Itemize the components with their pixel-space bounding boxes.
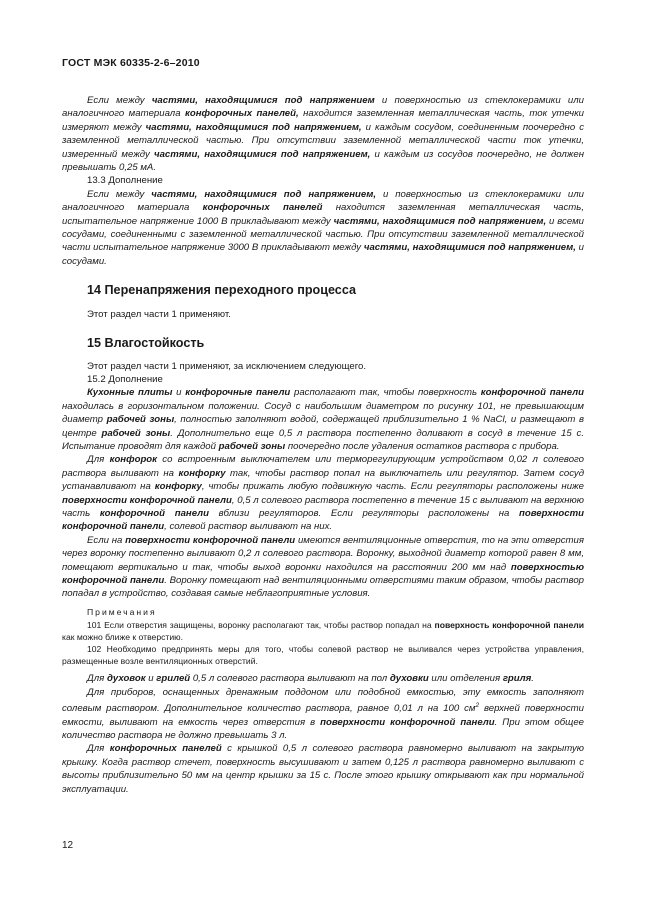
note-101: 101 Если отверстия защищены, воронку располагают так, чтобы раствор попадал на поверхность конфорочной панели как можно ближе к отверстию. <box>62 620 585 643</box>
para-lids: Для конфорочных панелей с крышкой 0,5 л солевого раствора равномерно выливают на закрытую крышку. Когда раствор стечет, поверхность высушивают и затем 0,125 л раствора равномерно выливают с высоты приблизительно 50 мм на центр крышки за 15 с. После этого крышку открывают как при нормальной эксплуатации. <box>62 743 585 795</box>
page-header: ГОСТ МЭК 60335-2-6–2010 <box>62 57 200 69</box>
section-14-title: 14 Перенапряжения переходного процесса <box>87 283 356 298</box>
notes-label: Примечания <box>87 606 157 617</box>
para-ovens: Для духовок и грилей 0,5 л солевого раствора выливают на пол духовки или отделения гриля. <box>87 673 534 685</box>
section-15-title: 15 Влагостойкость <box>87 336 205 351</box>
para-cookers: Кухонные плиты и конфорочные панели располагают так, чтобы поверхность конфорочной панели находилась в горизонтальном положении. Сосуд с наибольшим диаметром по рисунку 101, не превышающим диаметр рабочей зоны, полностью заполняют водой, содержащей приблизительно 1 % NaCl, и размещают в центре рабочей зоны. Дополнительно еще 0,5 л раствора постепенно доливают в сосуд в течение 15 с. Испытание проводят для каждой рабочей зоны поочередно после удаления остатков раствора с прибора. <box>62 387 584 452</box>
para-13-3: Если между частями, находящимися под напряжением, и поверхностью из стеклокерамики или аналогичного материала конфорочных панелей находится заземленная металлическая часть, испытательное напряжение 1000 В прикладывают между частями, находящимися под напряжением, и всеми сосудами, соединенными с заземленной металлической частью. При отсутствии заземленной металлической части испытательное напряжение 3000 В прикладывают между частями, находящимися под напряжением, и сосудами. <box>62 188 585 267</box>
para-drip-tray: Для приборов, оснащенных дренажным поддоном или подобной емкостью, эту емкость заполняют солевым раствором. Дополнительное количество раствора, равное 0,01 л на 100 $см^2$ верхней поверхности емкости, выливают на емкость через отверстия в поверхности конфорочной панели. При этом общее количество раствора не должно превышать 3 л. <box>62 686 585 742</box>
para-hotplates: Для конфорок со встроенным выключателем или терморегулирующим устройством 0,02 л солевого раствора выливают на конфорку так, чтобы раствор попал на выключатель или регулятор. Затем сосуд устанавливают на конфорку, чтобы прижать любую подвижную часть. Если регуляторы расположены ниже поверхности конфорочной панели, 0,5 л солевого раствора постепенно в течение 15 с выливают на верхнюю часть конфорочной панели вблизи регуляторов. Если регуляторы расположены на поверхности конфорочной панели, солевой раствор выливают на них. <box>62 454 584 533</box>
subclause-15-2: 15.2 Дополнение <box>87 373 163 385</box>
document-body <box>62 95 584 796</box>
section-14-text: Этот раздел части 1 применяют. <box>87 308 231 320</box>
subclause-13-3: 13.3 Дополнение <box>87 175 163 187</box>
para-13-2: Если между частями, находящимися под напряжением и поверхностью из стеклокерамики или аналогичного материала конфорочных панелей, находится заземленная металлическая часть, ток утечки измеряют между частями, находящимися под напряжением, и каждым сосудом, соединенным поочередно с заземленной металлической частью. При отсутствии заземленной металлической части ток утечки, измеренный между частями, находящимися под напряжением, и каждым из сосудов поочередно, не должен превышать 0,25 мА. <box>62 95 585 174</box>
note-102: 102 Необходимо предпринять меры для того, чтобы солевой раствор не выливался через устройства управления, размещенные возле вентиляционных отверстий. <box>62 644 584 667</box>
page-number: 12 <box>62 840 74 851</box>
section-15-text: Этот раздел части 1 применяют, за исключением следующего. <box>87 360 367 372</box>
para-vents: Если на поверхности конфорочной панели имеются вентиляционные отверстия, то на эти отверстия через воронку постепенно выливают 0,2 л солевого раствора. Воронку, выходной диаметр которой равен 8 мм, помещают вертикально и так, чтобы выход воронки находился на расстоянии 200 мм над поверхностью конфорочной панели. Воронку помещают над вентиляционными отверстиями таким образом, чтобы раствор попадал в устройство, создавая самые неблагоприятные условия. <box>62 534 584 600</box>
